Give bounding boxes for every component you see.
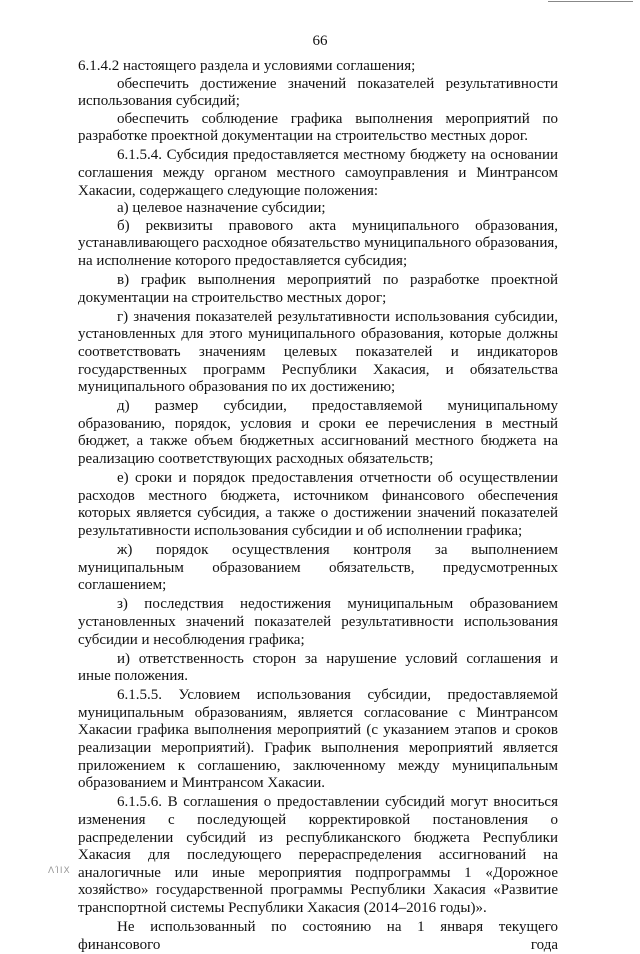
paragraph: 6.1.4.2 настоящего раздела и условиями соглашения;: [78, 58, 416, 74]
paragraph: 6.1.5.4. Субсидия предоставляется местному бюджету на основании соглашения между органом местного самоуправления и Минтрансом Хакасии, содержащего следующие положения:: [78, 147, 558, 199]
document-body: [78, 58, 558, 954]
paragraph: 6.1.5.6. В соглашения о предоставлении субсидий могут вноситься изменения с последующей корректировкой постановления о распределении субсидий из республиканского бюджета Республики Хакасия для последующего перераспределения ассигнований на аналогичные или иные мероприятия подпрограммы 1 «Дорожное хозяйство» государственной программы Республики Хакасия «Развитие транспортной системы Республики Хакасия (2014–2016 годы)».: [78, 794, 558, 916]
list-item: ж) порядок осуществления контроля за выполнением муниципальным образованием обязательств, предусмотренных соглашением;: [78, 542, 558, 594]
paragraph: обеспечить соблюдение графика выполнения мероприятий по разработке проектной документации на строительство местных дорог.: [78, 110, 558, 145]
list-item: е) сроки и порядок предоставления отчетности об осуществлении расходов местного бюджета, источником финансового обеспечения которых является субсидия, а также о достижении значений показателей результативности использования субсидии и об исполнении графика;: [78, 470, 558, 539]
paragraph: обеспечить достижение значений показателей результативности использования субсидий;: [78, 75, 558, 110]
list-item: и) ответственность сторон за нарушение условий соглашения и иные положения.: [78, 650, 558, 685]
page-number: 66: [312, 33, 328, 49]
list-item: г) значения показателей результативности использования субсидии, установленных для этого муниципального образования, которые должны соответствовать значениям целевых показателей и индикаторов государственных программ Республики Хакасия, и обязательства муниципального образования по их достижению;: [78, 308, 558, 396]
list-item: б) реквизиты правового акта муниципального образования, устанавливающего расходное обязательство муниципального образования, на исполнение которого предоставляется субсидия;: [78, 217, 558, 270]
list-item: д) размер субсидии, предоставляемой муниципальному образованию, порядок, условия и сроки ее перечисления в местный бюджет, а также объем бюджетных ассигнований местного бюджета на реализацию соответствующих расходных обязательств;: [78, 398, 558, 468]
footer-mark: ΛΊΙΧ: [48, 866, 71, 876]
paragraph: 6.1.5.5. Условием использования субсидии, предоставляемой муниципальным образованиям, является согласование с Минтрансом Хакасии графика выполнения мероприятий (с указанием этапов и сроков реализации мероприятий). График выполнения мероприятий является приложением к соглашению, заключенному между муниципальным образованием и Минтрансом Хакасии.: [78, 687, 558, 792]
list-item: в) график выполнения мероприятий по разработке проектной документации на строительство местных дорог;: [78, 272, 558, 306]
list-item: з) последствия недостижения муниципальным образованием установленных значений показателей результативности использования субсидии и несоблюдения графика;: [78, 596, 558, 648]
list-item: а) целевое назначение субсидии;: [117, 200, 326, 217]
top-edge-line: [548, 1, 633, 2]
paragraph: Не использованный по состоянию на 1 января текущего финансового года: [78, 919, 558, 953]
